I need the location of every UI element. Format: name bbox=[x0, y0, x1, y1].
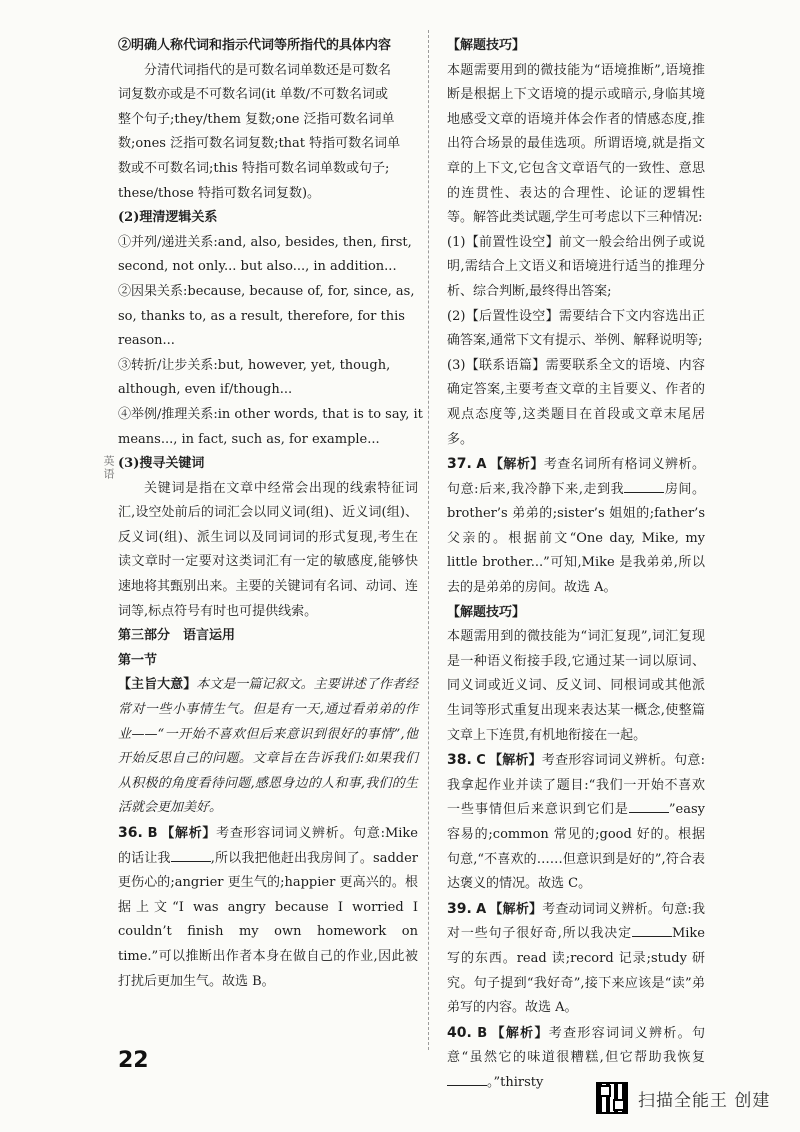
answer-letter: B bbox=[147, 826, 158, 841]
answer-letter: B bbox=[477, 1025, 488, 1041]
question-number: 36. bbox=[118, 825, 143, 841]
part-heading: 第三部分 语言运用 bbox=[118, 628, 236, 644]
logic-line: reason... bbox=[118, 333, 175, 349]
text-line: 数;ones 泛指可数名词复数;that 特指可数名词单 bbox=[118, 136, 401, 152]
page-number: 22 bbox=[118, 1048, 149, 1073]
text-line: 分清代词指代的是可数名词单数还是可数名 bbox=[144, 62, 392, 78]
section-heading: 第一节 bbox=[118, 652, 158, 668]
text-line: 数或不可数名词;this 特指可数名词单数或句子; bbox=[118, 160, 390, 176]
answer-blank bbox=[171, 849, 211, 862]
technique-heading: 【解题技巧】 bbox=[447, 38, 526, 53]
logic-heading: (2)理清逻辑关系 bbox=[118, 210, 218, 226]
text-line: 词复数亦或是不可数名词(it 单数/不可数名词或 bbox=[118, 87, 388, 103]
analysis-text: 考查动词词义辨析。句意:我对一些句子很好奇,所以我决定 bbox=[447, 901, 705, 942]
text-line: these/those 特指可数名词复数)。 bbox=[118, 185, 321, 201]
analysis-tag: 【解析】 bbox=[489, 901, 543, 917]
answer-letter: C bbox=[476, 753, 486, 769]
analysis-text: 考查形容词词义辨析。句意“虽然它的味道很糟糕,但它帮助我恢复 bbox=[447, 1025, 705, 1066]
summary-paragraph bbox=[118, 673, 418, 821]
analysis-tag: 【解析】 bbox=[489, 457, 544, 473]
answer-blank bbox=[447, 1073, 487, 1086]
analysis-text: Mike 写的东西。read 读;record 记录;study 研究。句子提到“我好奇”,接下来应该是“读”弟弟写的内容。故选 A。 bbox=[447, 926, 705, 1016]
left-column bbox=[118, 34, 423, 994]
summary-tag: 【主旨大意】 bbox=[118, 677, 197, 693]
technique-case: (1)【前置性设空】前文一般会给出例子或说明,需结合上文语义和语境进行适当的推理分析、综合判断,最终得出答案; bbox=[447, 234, 705, 299]
technique-case: (3)【联系语篇】需要联系全文的语境、内容确定答案,主要考查文章的主旨要义、作者的观点态度等,这类题目在首段或文章末尾居多。 bbox=[447, 357, 705, 447]
question-number: 39. bbox=[447, 900, 472, 917]
analysis-text: 考查名词所有格词义辨析。句意:后来,我冷静下来,走到我 bbox=[447, 457, 705, 497]
question-37 bbox=[447, 452, 705, 601]
analysis-text: 房间。brother’s 弟弟的;sister’s 姐姐的;father’s 父亲的。根据前文“One day, Mike, my little brother...”可知,Mike 是我弟弟,所以去的是弟弟的房间。故选 A。 bbox=[447, 481, 705, 596]
logic-line: although, even if/though... bbox=[118, 382, 293, 398]
analysis-text: ,所以我把他赶出我房间了。sadder 更伤心的;angrier 更生气的;happier 更高兴的。根据上文“I was angry because I worried I couldn’t finish my own homework on time.”可以推断出作者本身在做自己的作业,因此被打扰后更加生气。故选 B。 bbox=[118, 850, 418, 989]
text-line: 整个句子;they/them 复数;one 泛指可数名词单 bbox=[118, 111, 395, 127]
answer-letter: A bbox=[476, 901, 487, 917]
question-38 bbox=[447, 748, 705, 897]
logic-line: ②因果关系:because, because of, for, since, as, bbox=[118, 283, 415, 299]
qr-code-icon bbox=[596, 1082, 628, 1114]
column-divider bbox=[428, 30, 430, 1050]
keyword-paragraph: 关键词是指在文章中经常会出现的线索特征词汇,设空处前后的词汇会以同义词(组)、近义词(组)、反义词(组)、派生词以及同词词的形式复现,考生在读文章时一定要对这类词汇有一定的敏感度,能够快速地将其甄别出来。主要的关键词有名词、动词、连词等,标点符号有时也可提供线索。 bbox=[118, 480, 418, 619]
technique-case: (2)【后置性设空】需要结合下文内容选出正确答案,通常下文有提示、举例、解释说明等; bbox=[447, 308, 705, 349]
analysis-text: ”easy 容易的;common 常见的;good 好的。根据句意,“不喜欢的……但意识到是好的”,符合表达褒义的情况。故选 C。 bbox=[447, 802, 705, 892]
logic-line: second, not only... but also..., in addition... bbox=[118, 259, 397, 275]
analysis-tag: 【解析】 bbox=[490, 1025, 549, 1041]
analysis-text: 。”thirsty bbox=[487, 1074, 544, 1090]
analysis-text: 考查形容词词义辨析。句意:Mike 的话让我 bbox=[118, 826, 418, 866]
technique-paragraph: 本题需用到的微技能为“词汇复现”,词汇复现是一种语义衔接手段,它通过某一词以原词、同义词或近义词、反义词、同根词或其他派生词等形式重复出现来表达某一概念,使整篇文章上下连贯,有机地衔接在一起。 bbox=[447, 629, 705, 743]
watermark-text: 扫描全能王 创建 bbox=[638, 1090, 771, 1111]
answer-blank bbox=[624, 480, 664, 493]
question-39 bbox=[447, 897, 705, 1021]
logic-line: ④举例/推理关系:in other words, that is to say, it bbox=[118, 406, 423, 422]
analysis-text: 考查形容词词义辨析。句意:我拿起作业并读了题目:“我们一开始不喜欢一些事情但后来意识到它们是 bbox=[447, 753, 705, 818]
scanner-watermark bbox=[596, 1078, 770, 1118]
answer-letter: A bbox=[476, 457, 487, 473]
technique-paragraph: 本题需要用到的微技能为“语境推断”,语境推断是根据上下文语境的提示或暗示,身临其境地感受文章的语境并体会作者的情感态度,推出符合场景的最佳选项。所谓语境,就是指文章的上下文,它包含文章语气的一致性、意思的连贯性、表达的合理性、论证的逻辑性等。解答此类试题,学生可考虑以下三种情况: bbox=[447, 62, 705, 226]
summary-text: 本文是一篇记叙文。主要讲述了作者经常对一些小事情生气。但是有一天,通过看弟弟的作业——“一开始不喜欢但后来意识到很好的事情”,他开始反思自己的问题。文章旨在告诉我们:如果我们从积极的角度看待问题,感恩身边的人和事,我们的生活就会更加美好。 bbox=[118, 677, 418, 816]
answer-blank bbox=[629, 800, 669, 813]
question-36 bbox=[118, 821, 418, 994]
logic-line: so, thanks to, as a result, therefore, for this bbox=[118, 308, 405, 324]
question-number: 37. bbox=[447, 456, 472, 473]
keyword-heading: (3)搜寻关键词 bbox=[118, 456, 205, 472]
right-column bbox=[447, 34, 705, 1096]
question-number: 38. bbox=[447, 752, 472, 769]
analysis-tag: 【解析】 bbox=[160, 826, 217, 841]
pronoun-heading: ②明确人称代词和指示代词等所指代的具体内容 bbox=[118, 38, 392, 53]
technique-heading: 【解题技巧】 bbox=[447, 604, 526, 620]
logic-line: ③转折/让步关系:but, however, yet, though, bbox=[118, 357, 391, 373]
question-number: 40. bbox=[447, 1024, 472, 1041]
answer-blank bbox=[632, 924, 672, 937]
logic-line: means..., in fact, such as, for example... bbox=[118, 431, 380, 447]
analysis-tag: 【解析】 bbox=[488, 753, 542, 769]
subject-side-tab: 英语 bbox=[102, 455, 115, 481]
logic-line: ①并列/递进关系:and, also, besides, then, first, bbox=[118, 234, 412, 250]
